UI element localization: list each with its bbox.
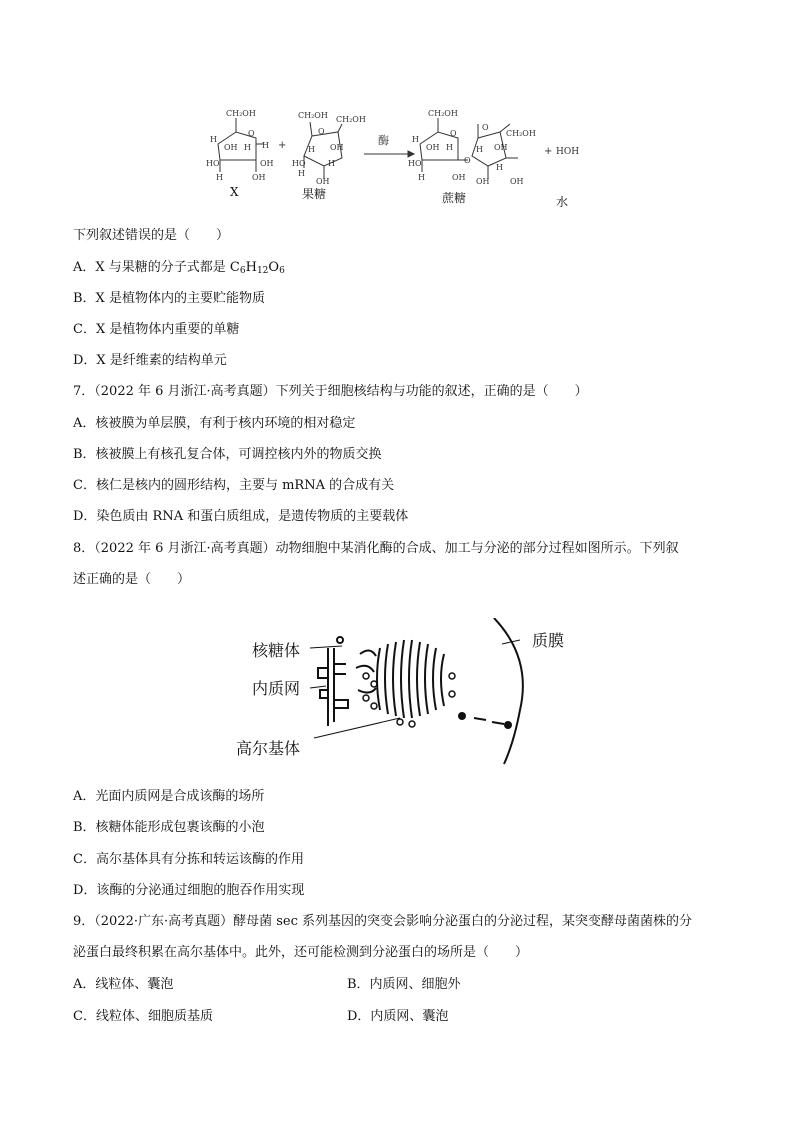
q9-option-a[interactable]: A．线粒体、囊泡 [73, 977, 174, 992]
q8-option-c[interactable]: C．高尔基体具有分拣和转运该酶的作用 [73, 852, 304, 867]
fructose-ring-o-text: O [318, 127, 325, 136]
x-ch2oh-text: CH₂OH [226, 109, 256, 118]
q6-option-d[interactable]: D．X 是纤维素的结构单元 [73, 353, 227, 368]
q9-option-d[interactable]: D．内质网、囊泡 [347, 1009, 449, 1024]
q9-stem-line1: 9．（2022·广东·高考真题）酵母菌 sec 系列基因的突变会影响分泌蛋白的分泌过程，某突变酵母菌菌株的分 [73, 914, 693, 929]
x-label: X [230, 185, 239, 199]
enzyme-label: 酶 [378, 134, 389, 147]
formula-o: O [268, 260, 280, 275]
q9-option-c[interactable]: C．线粒体、细胞质基质 [73, 1009, 213, 1024]
membrane-label: 质膜 [532, 631, 565, 650]
fructose-h-text: H [328, 159, 335, 168]
fructose-ch2oh-text: CH₂OH [298, 111, 328, 120]
fructose-h-text: H [298, 169, 305, 178]
ribosome-label: 核糖体 [252, 641, 301, 660]
fructose-ho-text: HO [292, 159, 306, 168]
x-h-text: H [262, 141, 269, 150]
sucrose-h-text: H [418, 173, 425, 182]
sucrose-h-text: H [446, 143, 453, 152]
q6-stem: 下列叙述错误的是（ ） [73, 228, 230, 243]
sucrose-h-text: H [412, 135, 419, 144]
q8-option-a[interactable]: A．光面内质网是合成该酶的场所 [73, 789, 265, 804]
plus-sign: + [278, 140, 287, 151]
q8-option-d[interactable]: D．该酶的分泌通过细胞的胞吞作用实现 [73, 883, 305, 898]
q6-option-c[interactable]: C．X 是植物体内重要的单糖 [73, 322, 240, 337]
fructose-oh-text: OH [316, 177, 330, 186]
q8-stem-line1: 8．（2022 年 6 月浙江·高考真题）动物细胞中某消化酶的合成、加工与分泌的部分过程如图所示。下列叙 [73, 541, 679, 556]
q7-option-a[interactable]: A．核被膜为单层膜，有利于核内环境的相对稳定 [73, 416, 356, 431]
x-ho-text: HO [206, 159, 220, 168]
q8-option-b[interactable]: B．核糖体能形成包裹该酶的小泡 [73, 820, 265, 835]
subscript: 12 [256, 266, 269, 276]
plus-sign: + [544, 146, 553, 157]
x-h-text: H [244, 143, 251, 152]
sucrose-reaction-figure [200, 104, 600, 212]
golgi-label: 高尔基体 [236, 739, 301, 758]
sucrose-oh-text: OH [452, 173, 466, 182]
formula-h: H [245, 260, 257, 275]
x-h-text: H [210, 135, 217, 144]
sucrose-h-text: H [476, 145, 483, 154]
q6-option-a-text: A．X 与果糖的分子式都是 C [73, 260, 240, 275]
q7-option-b[interactable]: B．核被膜上有核孔复合体，可调控核内外的物质交换 [73, 447, 382, 462]
secretion-pathway-figure [230, 618, 590, 766]
q7-option-d[interactable]: D．染色质由 RNA 和蛋白质组成，是遗传物质的主要载体 [73, 509, 409, 524]
subscript: 6 [279, 266, 285, 276]
q6-option-b[interactable]: B．X 是植物体内的主要贮能物质 [73, 291, 265, 306]
x-oh-text: OH [224, 143, 238, 152]
sucrose-oh-text: OH [426, 143, 440, 152]
sucrose-h-text: H [496, 163, 503, 172]
sucrose-ring-o-text: O [450, 129, 457, 138]
sucrose-oh-text: OH [476, 177, 490, 186]
q8-stem-line2: 述正确的是（ ） [73, 572, 191, 587]
x-oh-text: OH [260, 159, 274, 168]
q7-stem: 7．（2022 年 6 月浙江·高考真题）下列关于细胞核结构与功能的叙述，正确的是（ ） [73, 384, 588, 399]
water-label: 水 [556, 195, 569, 209]
x-h-text: H [216, 173, 223, 182]
sucrose-label: 蔗糖 [442, 191, 467, 205]
fructose-oh-text: OH [330, 143, 344, 152]
fructose-ch2oh-text: CH₂OH [336, 115, 366, 124]
fructose-h-text: H [308, 145, 315, 154]
sucrose-ring-o-text: O [482, 123, 489, 132]
q7-option-c[interactable]: C．核仁是核内的圆形结构，主要与 mRNA 的合成有关 [73, 478, 395, 493]
water-formula: HOH [556, 147, 580, 157]
x-ring-o-text: O [248, 129, 255, 138]
sucrose-ch2oh-text: CH₂OH [506, 129, 536, 138]
sucrose-link-o-text: O [464, 156, 471, 165]
sucrose-ch2oh-text: CH₂OH [428, 109, 458, 118]
sucrose-ho-text: HO [408, 159, 422, 168]
q6-option-a[interactable] [73, 259, 285, 277]
x-oh-text: OH [252, 173, 266, 182]
q9-stem-line2: 泌蛋白最终积累在高尔基体中。此外，还可能检测到分泌蛋白的场所是（ ） [73, 945, 529, 960]
subscript: 6 [239, 266, 246, 276]
er-label: 内质网 [252, 679, 301, 698]
q9-option-b[interactable]: B．内质网、细胞外 [347, 977, 461, 992]
sucrose-oh-text: OH [494, 143, 508, 152]
sucrose-oh-text: OH [510, 177, 524, 186]
fructose-label: 果糖 [302, 187, 327, 201]
